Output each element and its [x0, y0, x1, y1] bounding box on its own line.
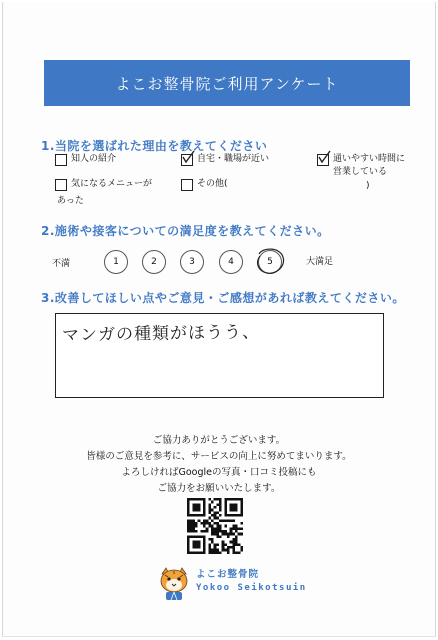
check-mark-icon	[181, 150, 195, 164]
rating-5-handwritten-circle	[253, 245, 287, 277]
closing-line-2: 皆様のご意見を参考に、サービスの向上に努めてまいります。	[86, 451, 352, 462]
handwritten-comment: マンガの種類がほうう、	[61, 322, 261, 346]
option-menu-line2: あった	[57, 196, 84, 206]
scale-low-label: 不満	[52, 259, 71, 269]
question-3: 3.改善してほしい点やご意見・ご感想があれば教えてください。	[41, 291, 405, 305]
rating-5[interactable]: 5	[258, 250, 282, 274]
question-2: 2.施術や接客についての満足度を教えてください。	[41, 224, 330, 238]
rating-2[interactable]: 2	[142, 250, 166, 274]
option-acquaintance[interactable]	[55, 153, 116, 166]
option-near-home-label: 自宅・職場が近い	[197, 154, 270, 164]
question-1: 1.当院を選ばれた理由を教えてください	[41, 139, 268, 153]
closing-line-4: ご協力をお願いいたします。	[157, 483, 281, 494]
option-other-label: その他(	[197, 179, 228, 189]
survey-title-banner	[44, 60, 410, 106]
clinic-name: よこお整骨院	[196, 569, 260, 580]
option-other[interactable]	[181, 178, 228, 191]
option-menu[interactable]	[55, 178, 152, 208]
check-mark-icon	[317, 150, 331, 164]
option-convenient-hours-text	[333, 153, 405, 179]
option-menu-line1: 気になるメニューが	[71, 179, 153, 189]
checkbox-menu[interactable]	[55, 179, 67, 191]
option-menu-text	[57, 178, 153, 208]
checkbox-acquaintance[interactable]	[55, 154, 67, 166]
checkbox-convenient-hours[interactable]	[317, 154, 329, 166]
tiger-mascot-icon	[156, 566, 192, 602]
clinic-name-roman: Yokoo Seikotsuin	[196, 583, 307, 593]
checkbox-near-home[interactable]	[181, 154, 193, 166]
option-convenient-hours-line1: 通いやすい時間に	[333, 154, 406, 164]
option-acquaintance-label: 知人の紹介	[71, 154, 117, 164]
rating-4[interactable]: 4	[219, 250, 243, 274]
survey-title: よこお整骨院ご利用アンケート	[115, 74, 339, 93]
rating-1[interactable]: 1	[104, 250, 128, 274]
option-near-home[interactable]	[181, 153, 269, 166]
rating-3[interactable]: 3	[180, 250, 204, 274]
closing-line-3: よろしければGoogleの写真・口コミ投稿にも	[121, 467, 317, 478]
qr-code[interactable]	[187, 498, 243, 554]
option-convenient-hours-line2: 営業している	[333, 167, 388, 177]
checkbox-other[interactable]	[181, 179, 193, 191]
option-other-close-paren: )	[366, 181, 370, 191]
option-convenient-hours[interactable]	[317, 153, 405, 179]
scale-high-label: 大満足	[306, 257, 334, 267]
closing-line-1: ご協力ありがとうございます。	[152, 435, 286, 446]
